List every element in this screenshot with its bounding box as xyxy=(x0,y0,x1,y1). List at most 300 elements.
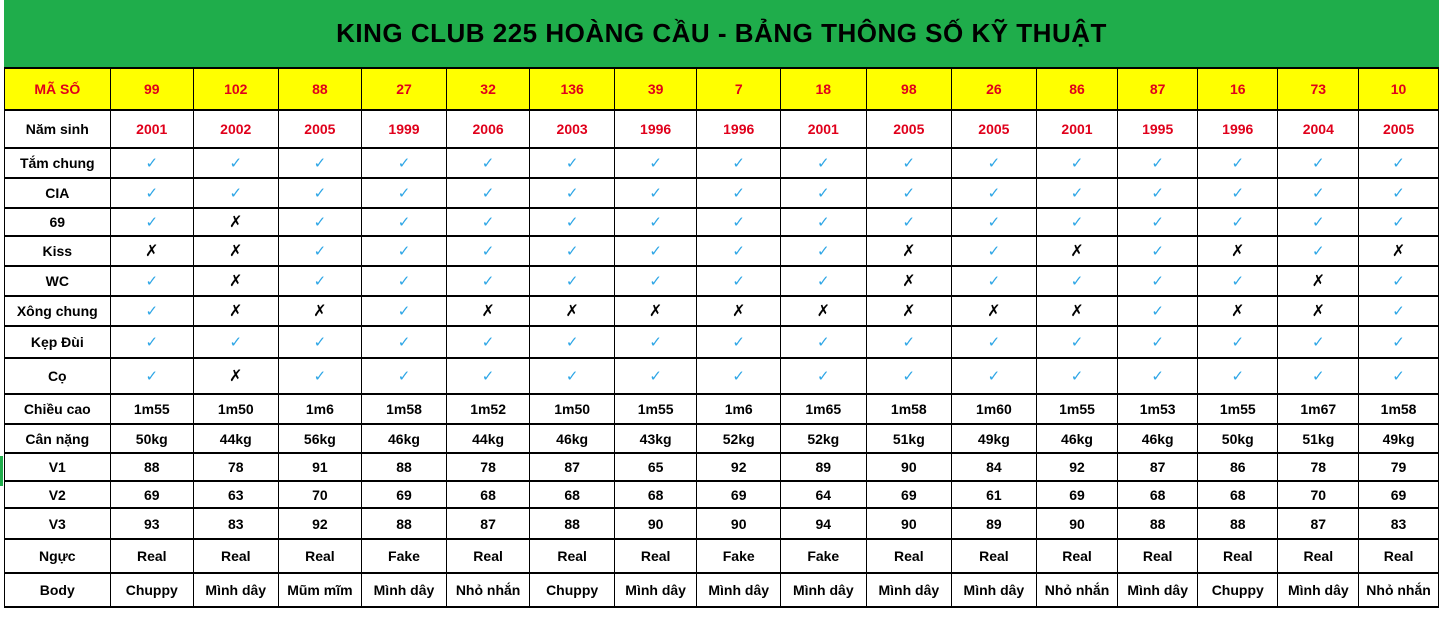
table-row xyxy=(5,508,1439,539)
check-icon: ✓ xyxy=(1151,303,1164,320)
value-cell: 52kg xyxy=(781,424,867,453)
value-cell: 1996 xyxy=(1198,110,1278,148)
mark-cell xyxy=(1036,236,1118,266)
cross-icon: ✗ xyxy=(1231,303,1245,320)
mark-cell xyxy=(530,296,614,326)
check-icon: ✓ xyxy=(1151,334,1164,351)
value-cell: 46kg xyxy=(1118,424,1198,453)
code-cell: 99 xyxy=(110,68,193,110)
mark-cell xyxy=(781,208,867,236)
check-icon: ✓ xyxy=(1070,334,1084,351)
mark-cell xyxy=(110,208,193,236)
mark-cell xyxy=(362,148,447,178)
mark-cell xyxy=(1118,236,1198,266)
check-icon: ✓ xyxy=(987,273,1001,290)
check-icon: ✓ xyxy=(816,214,830,231)
check-icon: ✓ xyxy=(1231,155,1245,172)
mark-cell xyxy=(278,208,362,236)
value-cell: Mũm mĩm xyxy=(278,573,362,607)
check-icon: ✓ xyxy=(1070,273,1084,290)
mark-cell xyxy=(697,358,781,394)
value-cell: 70 xyxy=(278,481,362,508)
check-icon: ✓ xyxy=(145,214,159,231)
check-icon: ✓ xyxy=(1151,273,1164,290)
mark-cell xyxy=(697,266,781,296)
value-cell: Mình dây xyxy=(866,573,952,607)
value-cell: 68 xyxy=(1118,481,1198,508)
value-cell: 1m6 xyxy=(697,394,781,424)
value-cell: 1m55 xyxy=(1036,394,1118,424)
check-icon: ✓ xyxy=(397,368,411,385)
check-icon: ✓ xyxy=(397,155,411,172)
mark-cell xyxy=(1198,266,1278,296)
check-icon: ✓ xyxy=(732,214,745,231)
mark-cell xyxy=(697,236,781,266)
mark-cell xyxy=(1198,178,1278,208)
mark-cell xyxy=(110,358,193,394)
check-icon: ✓ xyxy=(397,214,411,231)
code-cell: 73 xyxy=(1278,68,1359,110)
value-cell: 88 xyxy=(362,508,447,539)
check-icon: ✓ xyxy=(1151,243,1164,260)
mark-cell xyxy=(110,326,193,358)
mark-cell xyxy=(193,208,278,236)
check-icon: ✓ xyxy=(1151,214,1164,231)
mark-cell xyxy=(530,358,614,394)
mark-cell xyxy=(278,266,362,296)
table-row xyxy=(5,481,1439,508)
mark-cell xyxy=(1036,326,1118,358)
mark-cell xyxy=(1359,148,1439,178)
value-cell: 83 xyxy=(193,508,278,539)
check-icon: ✓ xyxy=(902,155,916,172)
cross-icon: ✗ xyxy=(1231,243,1245,260)
mark-cell xyxy=(278,296,362,326)
spec-table xyxy=(4,67,1439,608)
mark-cell xyxy=(1359,358,1439,394)
mark-cell xyxy=(278,236,362,266)
check-icon: ✓ xyxy=(649,368,662,385)
value-cell: 88 xyxy=(362,453,447,481)
mark-cell xyxy=(110,266,193,296)
check-icon: ✓ xyxy=(1312,334,1325,351)
table-row xyxy=(5,236,1439,266)
check-icon: ✓ xyxy=(229,334,243,351)
check-icon: ✓ xyxy=(987,214,1001,231)
cross-icon: ✗ xyxy=(648,303,663,320)
mark-cell xyxy=(278,358,362,394)
mark-cell xyxy=(697,296,781,326)
value-cell: Mình dây xyxy=(193,573,278,607)
table-row xyxy=(5,296,1439,326)
check-icon: ✓ xyxy=(145,303,159,320)
check-icon: ✓ xyxy=(1392,273,1405,290)
check-icon: ✓ xyxy=(313,243,327,260)
mark-cell xyxy=(781,326,867,358)
check-icon: ✓ xyxy=(145,273,159,290)
cross-icon: ✗ xyxy=(987,303,1001,320)
value-cell: Real xyxy=(866,539,952,573)
cross-icon: ✗ xyxy=(1391,243,1406,260)
value-cell: Nhỏ nhắn xyxy=(1359,573,1439,607)
mark-cell xyxy=(614,148,697,178)
value-cell: 56kg xyxy=(278,424,362,453)
value-cell: Real xyxy=(530,539,614,573)
mark-cell xyxy=(697,208,781,236)
code-cell: 102 xyxy=(193,68,278,110)
check-icon: ✓ xyxy=(145,155,159,172)
row-label: Xông chung xyxy=(5,296,111,326)
row-label: Ngực xyxy=(5,539,111,573)
value-cell: 46kg xyxy=(1036,424,1118,453)
value-cell: 2006 xyxy=(446,110,530,148)
value-cell: 90 xyxy=(866,508,952,539)
value-cell: 1m67 xyxy=(1278,394,1359,424)
check-icon: ✓ xyxy=(732,273,745,290)
mark-cell xyxy=(1359,236,1439,266)
check-icon: ✓ xyxy=(987,368,1001,385)
table-row xyxy=(5,573,1439,607)
mark-cell xyxy=(866,236,952,266)
check-icon: ✓ xyxy=(1151,185,1164,202)
mark-cell xyxy=(781,236,867,266)
cross-icon: ✗ xyxy=(1070,303,1084,320)
value-cell: Mình dây xyxy=(781,573,867,607)
value-cell: 49kg xyxy=(1359,424,1439,453)
mark-cell xyxy=(866,358,952,394)
value-cell: 68 xyxy=(530,481,614,508)
value-cell: 70 xyxy=(1278,481,1359,508)
check-icon: ✓ xyxy=(397,334,411,351)
value-cell: 69 xyxy=(1359,481,1439,508)
value-cell: 2001 xyxy=(781,110,867,148)
mark-cell xyxy=(1118,178,1198,208)
check-icon: ✓ xyxy=(1392,334,1405,351)
cross-icon: ✗ xyxy=(1311,303,1325,320)
code-cell: 26 xyxy=(952,68,1037,110)
check-icon: ✓ xyxy=(902,214,916,231)
check-icon: ✓ xyxy=(1070,368,1084,385)
mark-cell xyxy=(1198,236,1278,266)
value-cell: 69 xyxy=(1036,481,1118,508)
value-cell: 1m58 xyxy=(362,394,447,424)
value-cell: 1995 xyxy=(1118,110,1198,148)
mark-cell xyxy=(1359,208,1439,236)
cross-icon: ✗ xyxy=(902,243,916,260)
value-cell: 2003 xyxy=(530,110,614,148)
mark-cell xyxy=(614,326,697,358)
value-cell: Chuppy xyxy=(110,573,193,607)
cross-icon: ✗ xyxy=(1070,243,1084,260)
value-cell: 1m55 xyxy=(110,394,193,424)
mark-cell xyxy=(614,266,697,296)
mark-cell xyxy=(362,178,447,208)
check-icon: ✓ xyxy=(902,185,916,202)
value-cell: 92 xyxy=(697,453,781,481)
check-icon: ✓ xyxy=(816,243,830,260)
mark-cell xyxy=(866,178,952,208)
check-icon: ✓ xyxy=(649,273,662,290)
value-cell: Mình dây xyxy=(697,573,781,607)
check-icon: ✓ xyxy=(732,368,745,385)
mark-cell xyxy=(1198,208,1278,236)
header-row xyxy=(5,68,1439,110)
value-cell: 68 xyxy=(1198,481,1278,508)
mark-cell xyxy=(1278,148,1359,178)
value-cell: 65 xyxy=(614,453,697,481)
value-cell: 1m53 xyxy=(1118,394,1198,424)
value-cell: 90 xyxy=(697,508,781,539)
value-cell: 2005 xyxy=(952,110,1037,148)
table-row xyxy=(5,148,1439,178)
value-cell: 1m58 xyxy=(866,394,952,424)
mark-cell xyxy=(1198,296,1278,326)
table-row xyxy=(5,539,1439,573)
check-icon: ✓ xyxy=(1392,214,1405,231)
check-icon: ✓ xyxy=(565,185,579,202)
value-cell: 1999 xyxy=(362,110,447,148)
mark-cell xyxy=(614,208,697,236)
check-icon: ✓ xyxy=(732,334,745,351)
value-cell: Mình dây xyxy=(1118,573,1198,607)
check-icon: ✓ xyxy=(816,334,830,351)
check-icon: ✓ xyxy=(987,185,1001,202)
mark-cell xyxy=(193,266,278,296)
value-cell: 2001 xyxy=(110,110,193,148)
value-cell: Chuppy xyxy=(1198,573,1278,607)
check-icon: ✓ xyxy=(1070,185,1084,202)
check-icon: ✓ xyxy=(481,334,495,351)
mark-cell xyxy=(952,266,1037,296)
value-cell: Fake xyxy=(362,539,447,573)
check-icon: ✓ xyxy=(313,273,327,290)
check-icon: ✓ xyxy=(481,368,495,385)
mark-cell xyxy=(1278,358,1359,394)
value-cell: 1m6 xyxy=(278,394,362,424)
mark-cell xyxy=(362,208,447,236)
check-icon: ✓ xyxy=(145,185,159,202)
value-cell: 88 xyxy=(530,508,614,539)
check-icon: ✓ xyxy=(1231,273,1245,290)
row-label: Chiều cao xyxy=(5,394,111,424)
mark-cell xyxy=(781,178,867,208)
row-label: Cọ xyxy=(5,358,111,394)
value-cell: 49kg xyxy=(952,424,1037,453)
value-cell: Fake xyxy=(781,539,867,573)
check-icon: ✓ xyxy=(732,155,745,172)
value-cell: Mình dây xyxy=(362,573,447,607)
value-cell: 87 xyxy=(1278,508,1359,539)
row-label: Kẹp Đùi xyxy=(5,326,111,358)
table-row xyxy=(5,208,1439,236)
mark-cell xyxy=(952,236,1037,266)
check-icon: ✓ xyxy=(1151,155,1164,172)
mark-cell xyxy=(697,148,781,178)
mark-cell xyxy=(781,148,867,178)
value-cell: 68 xyxy=(614,481,697,508)
check-icon: ✓ xyxy=(565,155,579,172)
value-cell: 1996 xyxy=(614,110,697,148)
value-cell: 92 xyxy=(1036,453,1118,481)
value-cell: 1m60 xyxy=(952,394,1037,424)
check-icon: ✓ xyxy=(397,273,411,290)
mark-cell xyxy=(952,178,1037,208)
mark-cell xyxy=(1036,148,1118,178)
value-cell: 1m50 xyxy=(193,394,278,424)
value-cell: 61 xyxy=(952,481,1037,508)
value-cell: Chuppy xyxy=(530,573,614,607)
check-icon: ✓ xyxy=(397,303,411,320)
check-icon: ✓ xyxy=(1231,368,1245,385)
check-icon: ✓ xyxy=(229,185,243,202)
mark-cell xyxy=(446,296,530,326)
mark-cell xyxy=(1036,208,1118,236)
row-label: Tắm chung xyxy=(5,148,111,178)
mark-cell xyxy=(362,236,447,266)
value-cell: 51kg xyxy=(866,424,952,453)
value-cell: Real xyxy=(278,539,362,573)
mark-cell xyxy=(614,236,697,266)
mark-cell xyxy=(866,148,952,178)
check-icon: ✓ xyxy=(1312,214,1325,231)
mark-cell xyxy=(1278,266,1359,296)
check-icon: ✓ xyxy=(1151,368,1164,385)
check-icon: ✓ xyxy=(1231,214,1245,231)
check-icon: ✓ xyxy=(816,155,830,172)
check-icon: ✓ xyxy=(1231,185,1245,202)
row-label: 69 xyxy=(5,208,111,236)
value-cell: 2005 xyxy=(278,110,362,148)
mark-cell xyxy=(1198,148,1278,178)
value-cell: Real xyxy=(1198,539,1278,573)
mark-cell xyxy=(952,148,1037,178)
mark-cell xyxy=(1036,358,1118,394)
check-icon: ✓ xyxy=(649,214,662,231)
value-cell: 2005 xyxy=(866,110,952,148)
value-cell: 69 xyxy=(866,481,952,508)
value-cell: 64 xyxy=(781,481,867,508)
cross-icon: ✗ xyxy=(313,303,327,320)
check-icon: ✓ xyxy=(649,334,662,351)
value-cell: 89 xyxy=(781,453,867,481)
mark-cell xyxy=(278,178,362,208)
mark-cell xyxy=(1359,178,1439,208)
value-cell: 88 xyxy=(1118,508,1198,539)
value-cell: 1m55 xyxy=(1198,394,1278,424)
value-cell: Mình dây xyxy=(952,573,1037,607)
row-label: WC xyxy=(5,266,111,296)
value-cell: 87 xyxy=(446,508,530,539)
value-cell: Real xyxy=(952,539,1037,573)
mark-cell xyxy=(193,296,278,326)
mark-cell xyxy=(362,358,447,394)
value-cell: 79 xyxy=(1359,453,1439,481)
check-icon: ✓ xyxy=(313,214,327,231)
mark-cell xyxy=(1198,326,1278,358)
mark-cell xyxy=(362,326,447,358)
check-icon: ✓ xyxy=(1070,155,1084,172)
value-cell: Real xyxy=(193,539,278,573)
mark-cell xyxy=(1278,178,1359,208)
mark-cell xyxy=(952,358,1037,394)
table-row xyxy=(5,453,1439,481)
mark-cell xyxy=(110,296,193,326)
row-marker xyxy=(0,456,3,486)
value-cell: 89 xyxy=(952,508,1037,539)
mark-cell xyxy=(1036,178,1118,208)
value-cell: 2005 xyxy=(1359,110,1439,148)
code-cell: 98 xyxy=(866,68,952,110)
check-icon: ✓ xyxy=(565,214,579,231)
mark-cell xyxy=(1359,296,1439,326)
value-cell: 88 xyxy=(1198,508,1278,539)
value-cell: 50kg xyxy=(110,424,193,453)
check-icon: ✓ xyxy=(649,243,662,260)
cross-icon: ✗ xyxy=(565,303,579,320)
table-row xyxy=(5,110,1439,148)
cross-icon: ✗ xyxy=(902,303,916,320)
value-cell: Nhỏ nhắn xyxy=(1036,573,1118,607)
check-icon: ✓ xyxy=(987,334,1001,351)
table-row xyxy=(5,358,1439,394)
mark-cell xyxy=(110,236,193,266)
table-row xyxy=(5,266,1439,296)
value-cell: 90 xyxy=(1036,508,1118,539)
value-cell: 1m55 xyxy=(614,394,697,424)
mark-cell xyxy=(1118,148,1198,178)
row-label: Cân nặng xyxy=(5,424,111,453)
mark-cell xyxy=(866,266,952,296)
check-icon: ✓ xyxy=(1312,243,1325,260)
header-label: MÃ SỐ xyxy=(5,68,111,110)
mark-cell xyxy=(530,208,614,236)
check-icon: ✓ xyxy=(481,155,495,172)
value-cell: 84 xyxy=(952,453,1037,481)
value-cell: Real xyxy=(1118,539,1198,573)
mark-cell xyxy=(866,326,952,358)
mark-cell xyxy=(614,296,697,326)
value-cell: 50kg xyxy=(1198,424,1278,453)
value-cell: Real xyxy=(1359,539,1439,573)
code-cell: 39 xyxy=(614,68,697,110)
value-cell: 43kg xyxy=(614,424,697,453)
check-icon: ✓ xyxy=(313,155,327,172)
value-cell: 44kg xyxy=(193,424,278,453)
cross-icon: ✗ xyxy=(229,214,243,231)
table-row xyxy=(5,326,1439,358)
mark-cell xyxy=(530,326,614,358)
value-cell: 2001 xyxy=(1036,110,1118,148)
value-cell: 44kg xyxy=(446,424,530,453)
mark-cell xyxy=(446,358,530,394)
mark-cell xyxy=(446,326,530,358)
cross-icon: ✗ xyxy=(1311,273,1325,290)
value-cell: 2002 xyxy=(193,110,278,148)
mark-cell xyxy=(614,358,697,394)
value-cell: 1996 xyxy=(697,110,781,148)
value-cell: 69 xyxy=(110,481,193,508)
value-cell: Real xyxy=(110,539,193,573)
value-cell: 63 xyxy=(193,481,278,508)
value-cell: 83 xyxy=(1359,508,1439,539)
value-cell: Mình dây xyxy=(614,573,697,607)
mark-cell xyxy=(446,208,530,236)
check-icon: ✓ xyxy=(1392,368,1405,385)
value-cell: 69 xyxy=(697,481,781,508)
check-icon: ✓ xyxy=(1312,185,1325,202)
value-cell: 68 xyxy=(446,481,530,508)
mark-cell xyxy=(530,236,614,266)
